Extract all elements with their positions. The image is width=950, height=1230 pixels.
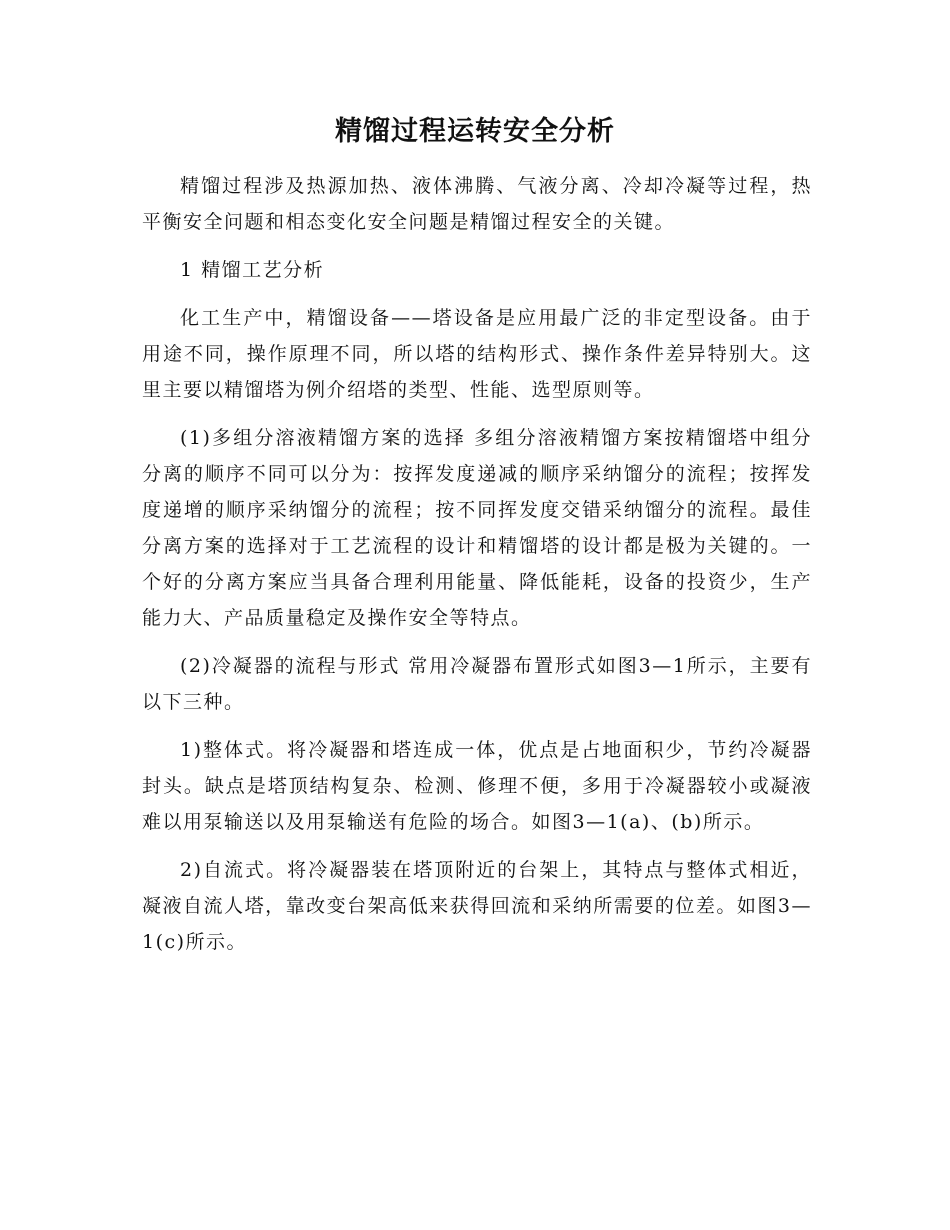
document-title: 精馏过程运转安全分析 [335, 116, 615, 147]
paragraph-condenser: (2)冷凝器的流程与形式 常用冷凝器布置形式如图3—1所示，主要有以下三种。 [142, 655, 812, 713]
document-body [142, 168, 812, 972]
paragraph-multicomponent: (1)多组分溶液精馏方案的选择 多组分溶液精馏方案按精馏塔中组分分离的顺序不同可以分为：按挥发度递减的顺序采纳馏分的流程；按挥发度递增的顺序采纳馏分的流程；按不同挥发度交错采纳馏分的流程。最佳分离方案的选择对于工艺流程的设计和精馏塔的设计都是极为关键的。一个好的分离方案应当具备合理利用能量、降低能耗，设备的投资少，生产能力大、产品质量稳定及操作安全等特点。 [142, 427, 812, 629]
paragraph-intro: 精馏过程涉及热源加热、液体沸腾、气液分离、冷却冷凝等过程，热平衡安全问题和相态变化安全问题是精馏过程安全的关键。 [142, 175, 812, 233]
paragraph-gravity-type: 2)自流式。将冷凝器装在塔顶附近的台架上，其特点与整体式相近，凝液自流人塔，靠改变台架高低来获得回流和采纳所需要的位差。如图3—1(c)所示。 [142, 859, 812, 953]
paragraph-integral-type: 1)整体式。将冷凝器和塔连成一体，优点是占地面积少，节约冷凝器封头。缺点是塔顶结构复杂、检测、修理不便，多用于冷凝器较小或凝液难以用泵输送以及用泵输送有危险的场合。如图3—1(a)、(b)所示。 [142, 739, 812, 833]
section-heading: 1 精馏工艺分析 [180, 259, 325, 281]
paragraph-equipment: 化工生产中，精馏设备——塔设备是应用最广泛的非定型设备。由于用途不同，操作原理不同，所以塔的结构形式、操作条件差异特别大。这里主要以精馏塔为例介绍塔的类型、性能、选型原则等。 [142, 307, 812, 401]
